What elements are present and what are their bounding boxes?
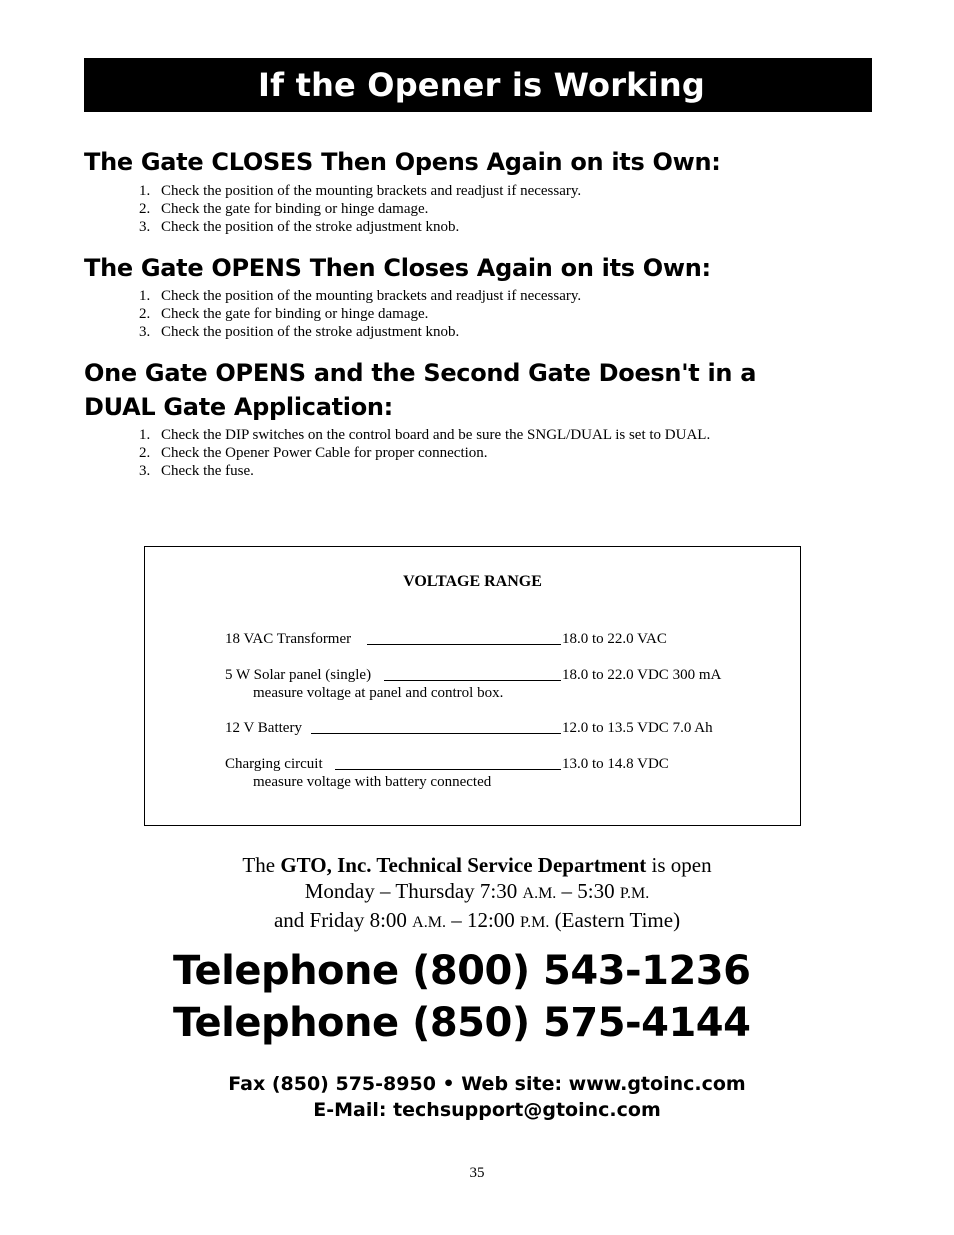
leader-line [384,680,561,681]
steps-list-dual-gate [139,426,710,480]
list-item: 2. Check the gate for binding or hinge damage. [139,201,429,217]
section-heading-dual-gate [84,356,756,424]
list-item: 2. Check the gate for binding or hinge damage. [139,306,429,322]
list-item: 3. Check the position of the stroke adjustment knob. [139,219,460,235]
email-contact: E-Mail: techsupport@gtoinc.com [313,1099,661,1121]
list-item: 1. Check the DIP switches on the control board and be sure the SNGL/DUAL is set to DUAL. [139,427,711,443]
voltage-note: measure voltage at panel and control box. [253,685,504,701]
service-line: Monday – Thursday 7:30 A.M. – 5:30 P.M. [304,879,650,903]
service-line: The GTO, Inc. Technical Service Department is open [242,853,712,877]
voltage-value: 12.0 to 13.5 VDC 7.0 Ah [562,720,713,736]
fax-and-website: Fax (850) 575-8950 • Web site: www.gtoinc.com [228,1073,746,1095]
list-item: 1. Check the position of the mounting brackets and readjust if necessary. [139,183,582,199]
voltage-label: Charging circuit [225,756,323,772]
service-line: and Friday 8:00 A.M. – 12:00 P.M. (Eastern Time) [273,908,681,932]
voltage-value: 18.0 to 22.0 VDC 300 mA [562,667,722,683]
voltage-note: measure voltage with battery connected [253,774,492,790]
section-heading-opens-then-closes: The Gate OPENS Then Closes Again on its Own: [84,254,711,282]
leader-line [311,733,561,734]
voltage-value: 13.0 to 14.8 VDC [562,756,669,772]
voltage-label: 18 VAC Transformer [225,631,352,647]
voltage-range-title: VOLTAGE RANGE [403,573,542,590]
leader-line [335,769,561,770]
list-item: 3. Check the fuse. [139,463,254,479]
voltage-label: 5 W Solar panel (single) [225,667,372,683]
leader-line [367,644,561,645]
steps-list-opens-then-closes [139,287,581,341]
heading-line: DUAL Gate Application: [84,393,393,421]
list-item: 2. Check the Opener Power Cable for proper connection. [139,445,488,461]
voltage-label: 12 V Battery [225,720,302,736]
telephone-number: Telephone (800) 543-1236 [173,948,751,994]
voltage-range-box [144,546,801,826]
section-heading-closes-then-opens: The Gate CLOSES Then Opens Again on its Own: [84,148,721,176]
list-item: 3. Check the position of the stroke adjustment knob. [139,324,460,340]
page-title-banner: If the Opener is Working [84,58,872,112]
steps-list-closes-then-opens [139,182,581,236]
voltage-value: 18.0 to 22.0 VAC [562,631,667,647]
heading-line: One Gate OPENS and the Second Gate Doesn't in a [84,359,757,387]
list-item: 1. Check the position of the mounting brackets and readjust if necessary. [139,288,582,304]
department-name: GTO, Inc. Technical Service Department [280,853,647,877]
page-number: 35 [469,1165,485,1181]
telephone-number: Telephone (850) 575-4144 [173,1000,751,1046]
service-hours [0,852,954,936]
